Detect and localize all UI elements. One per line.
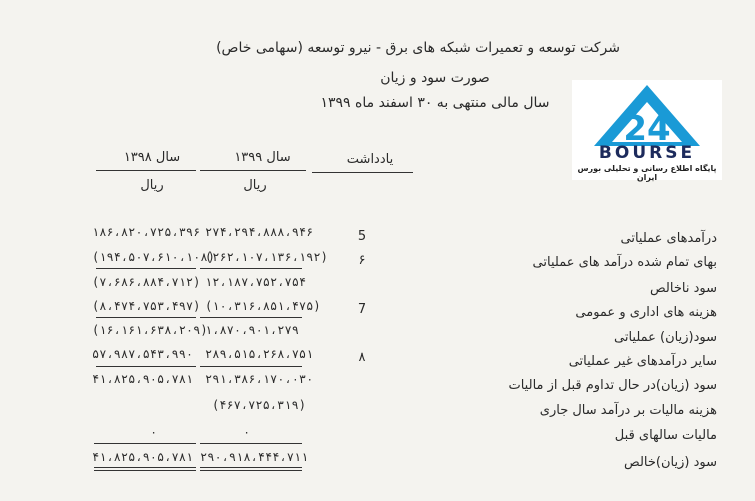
row-label-admin-expenses: هزینه های اداری و عمومی — [575, 305, 717, 320]
value-1399-operating-revenue: ۲۷۴،۲۹۴،۸۸۸،۹۴۶ — [205, 225, 314, 239]
value-1399-pretax-profit: ۲۹۱،۳۸۶،۱۷۰،۰۳۰ — [205, 372, 314, 386]
row-note-operating-revenue: 5 — [357, 229, 367, 244]
value-1399-operating-profit: ۱،۸۷۰،۹۰۱،۲۷۹ — [205, 323, 299, 337]
row-label-gross-profit: سود ناخالص — [650, 281, 717, 296]
net-rule-1398 — [94, 443, 196, 444]
value-1398-pretax-profit: ۴۱،۸۲۵،۹۰۵،۷۸۱ — [92, 372, 194, 386]
row-label-net-profit: سود (زیان)خالص — [624, 455, 717, 470]
row-note-non-operating-income: ۸ — [358, 350, 366, 365]
year-1398-header-rule — [96, 170, 196, 171]
unit-1398: ریال — [140, 178, 164, 193]
row-note-admin-expenses: 7 — [357, 302, 367, 317]
double-rule-1398-a — [94, 467, 196, 468]
value-1398-prior-years-tax: ۰ — [150, 425, 158, 439]
svg-text:24: 24 — [623, 109, 671, 149]
row-label-operating-revenue: درآمدهای عملیاتی — [620, 231, 717, 246]
subtotal-rule-1399 — [200, 268, 302, 269]
row-label-non-operating-income: سایر درآمدهای غیر عملیاتی — [568, 354, 717, 369]
pretax-rule-1398 — [96, 366, 196, 367]
year-1399-header: سال ۱۳۹۹ — [234, 150, 291, 165]
value-1399-income-tax: (۴۶۷،۷۲۵،۳۱۹) — [212, 398, 306, 412]
row-label-cost-of-revenue: بهای تمام شده درآمد های عملیاتی — [532, 255, 717, 270]
operating-rule-1399 — [200, 317, 302, 318]
value-1398-operating-revenue: ۱۸۶،۸۲۰،۷۲۵،۳۹۶ — [92, 225, 201, 239]
year-1398-header: سال ۱۳۹۸ — [123, 150, 181, 165]
value-1398-net-profit: ۴۱،۸۲۵،۹۰۵،۷۸۱ — [92, 450, 194, 464]
row-note-cost-of-revenue: ۶ — [358, 253, 366, 268]
value-1398-gross-profit: (۷،۶۸۶،۸۸۴،۷۱۲) — [92, 275, 201, 289]
value-1399-net-profit: ۲۹۰،۹۱۸،۴۴۴،۷۱۱ — [200, 450, 309, 464]
note-header-rule — [312, 172, 413, 173]
value-1399-cost-of-revenue: (۲۶۲،۱۰۷،۱۳۶،۱۹۲) — [205, 250, 328, 264]
year-1399-header-rule — [200, 170, 306, 171]
value-1399-non-operating-income: ۲۸۹،۵۱۵،۲۶۸،۷۵۱ — [205, 347, 314, 361]
net-rule-1399 — [200, 443, 302, 444]
double-rule-1398-b — [94, 470, 196, 471]
subtotal-rule-1398 — [96, 268, 196, 269]
value-1399-admin-expenses: (۱۰،۳۱۶،۸۵۱،۴۷۵) — [205, 299, 321, 313]
pretax-rule-1399 — [200, 366, 302, 367]
statement-title: صورت سود و زیان — [380, 70, 490, 86]
bourse-triangle-icon — [572, 80, 722, 150]
double-rule-1399-a — [200, 467, 302, 468]
bourse-logo — [572, 80, 722, 180]
value-1398-operating-profit: (۱۶،۱۶۱،۶۳۸،۲۰۹) — [92, 323, 208, 337]
company-title: شرکت توسعه و تعمیرات شبکه های برق - نیرو توسعه (سهامی خاص) — [216, 40, 620, 56]
double-rule-1399-b — [200, 470, 302, 471]
row-label-prior-years-tax: مالیات سالهای قبل — [614, 428, 717, 443]
note-header: یادداشت — [346, 152, 394, 167]
value-1398-admin-expenses: (۸،۴۷۴،۷۵۳،۴۹۷) — [92, 299, 201, 313]
period-title: سال مالی منتهی به ۳۰ اسفند ماه ۱۳۹۹ — [320, 95, 550, 111]
operating-rule-1398 — [96, 317, 196, 318]
row-label-pretax-profit: سود (زیان)در حال تداوم قبل از مالیات — [508, 378, 717, 393]
value-1399-gross-profit: ۱۲،۱۸۷،۷۵۲،۷۵۴ — [205, 275, 307, 289]
logo-subtitle: پایگاه اطلاع رسانی و تحلیلی بورس ایران — [577, 164, 717, 182]
logo-word: BOURSE — [598, 143, 696, 163]
row-label-income-tax: هزینه مالیات بر درآمد سال جاری — [539, 403, 717, 418]
value-1398-cost-of-revenue: (۱۹۴،۵۰۷،۶۱۰،۱۰۸) — [92, 250, 215, 264]
value-1399-prior-years-tax: ۰ — [243, 425, 251, 439]
value-1398-non-operating-income: ۵۷،۹۸۷،۵۴۳،۹۹۰ — [92, 347, 194, 361]
row-label-operating-profit: سود(زیان) عملیاتی — [614, 330, 717, 345]
unit-1399: ریال — [243, 178, 267, 193]
